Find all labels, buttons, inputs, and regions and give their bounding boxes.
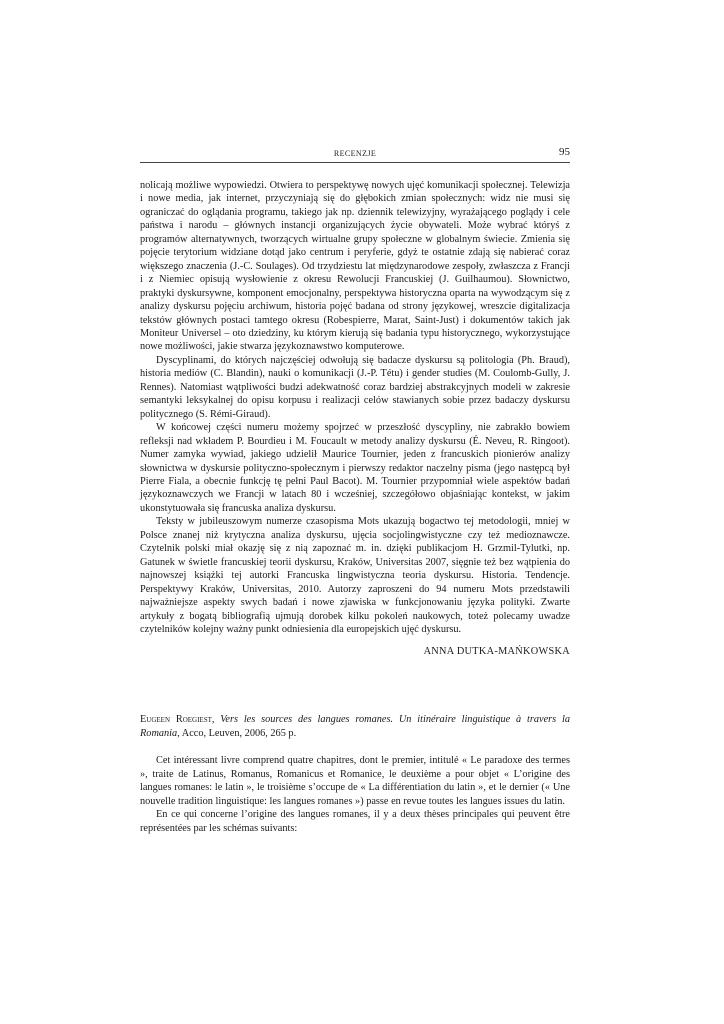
review-body-2 bbox=[140, 754, 570, 835]
review-body bbox=[140, 179, 570, 636]
page-number: 95 bbox=[559, 146, 570, 158]
paragraph: Teksty w jubileuszowym numerze czasopisma Mots ukazują bogactwo tej metodologii, mniej w Polsce znanej niż krytyczna analiza dyskursu, ujęcia socjolingwistyczne czy też medioznawcze. Czytelnik polski miał okazję się z nią zapoznać m. in. dzięki publikacjom H. Grzmil-Tylutki, np. Gatunek w świetle francuskiej teorii dyskursu, Kraków, Universitas 2007, sięgnie też bez wątpienia do najnowszej książki tej autorki Francuska lingwistyczna teoria dyskursu. Historia. Tendencje. Perspektywy Kraków, Universitas, 2010. Autorzy zaproszeni do 94 numeru Mots przedstawili najważniejsze aspekty swych badań i nowe zjawiska w funkcjonowaniu języka polityki. Zwarte artykuły z bogatą bibliografią ujmują dorobek kilku pokoleń naukowych, toteż polecamy uwadze czytelników kolejny ważny punkt odniesienia dla europejskich ujęć dyskursu. bbox=[140, 516, 570, 635]
paragraph: En ce qui concerne l’origine des langues romanes, il y a deux thèses principales qui peuvent être représentées par les schémas suivants: bbox=[140, 809, 570, 834]
paragraph: Cet intéressant livre comprend quatre chapitres, dont le premier, intitulé « Le paradoxe des termes », traite de Latinus, Romanus, Romanicus et Romanice, le deuxième a pour objet « L’origine des langues romanes: le latin », le troisième s’occupe de « La différentiation du latin », et le dernier (« Une nouvelle tradition linguistique: les langues romanes ») passe en revue toutes les langues issues du latin. bbox=[140, 755, 570, 807]
document-page bbox=[140, 146, 570, 835]
reviewer-signature: ANNA DUTKA-MAŃKOWSKA bbox=[423, 646, 570, 658]
book-publication: , Acco, Leuven, 2006, 265 p. bbox=[177, 727, 297, 739]
paragraph: Dyscyplinami, do których najczęściej odwołują się badacze dyskursu są politologia (Ph. Braud), historia mediów (C. Blandin), nauki o komunikacji (J.-P. Tétu) i gender studies (M. Coulomb-Gully, J. Rennes). Natomiast wątpliwości budzi adekwatność coraz bardziej abstrakcyjnych modeli w zakresie semantyki leksykalnej do opisu korpusu i realizacji celów stawianych sobie przez badaczy dyskursu politycznego (S. Rémi-Giraud). bbox=[140, 354, 570, 420]
book-author: Eugeen Roegiest bbox=[140, 714, 212, 726]
review-citation: Eugeen Roegiest, Vers les sources des langues romanes. Un itinéraire linguistique à travers la Romania, Acco, Leuven, 2006, 265 p. bbox=[140, 714, 570, 739]
book-title: Vers les sources des langues romanes. Un itinéraire linguistique à travers la Romania bbox=[140, 714, 570, 739]
running-header bbox=[140, 146, 570, 163]
paragraph: nolicają możliwe wypowiedzi. Otwiera to perspektywę nowych ujęć komunikacji społecznej. Telewizja i nowe media, jak internet, przyczyniają się do głębokich zmian społecznych: widz nie musi się ograniczać do oglądania programu, takiego jak np. dziennik telewizyjny, wyrażającego poglądy i cele państwa i narodu – głównych instancji organizujących życie obywateli. Może wybrać któryś z programów alternatywnych, tworzących wirtualne grupy społeczne w globalnym świecie. Zmienia się pojęcie terytorium widziane dotąd jako centrum i peryferie, gdyż te ostatnie zdają się nabierać coraz większego znaczenia (J.-C. Soulages). Od trzydziestu lat międzynarodowe zespoły, zwłaszcza z Francji i z Niemiec opisują wysłowienie z okresu Rewolucji Francuskiej (J. Guilhaumou). Słownictwo, praktyki dyskursywne, komponent emocjonalny, perspektywa historyczna oparta na wywodzącym się z analizy dyskursu pojęciu archiwum, historia pojęć badana od strony językowej, wreszcie digitalizacja tekstów głównych postaci tamtego okresu (Robespierre, Marat, Saint-Just) i dokumentów takich jak Moniteur Universel – oto dziedziny, ku którym kierują się badania typu historycznego, wykorzystujące nowe możliwości, jakie stwarza językoznawstwo komputerowe. bbox=[140, 180, 570, 353]
paragraph: W końcowej części numeru możemy spojrzeć w przeszłość dyscypliny, nie zabrakło bowiem refleksji nad wkładem P. Bourdieu i M. Foucault w metody analizy dyskursu (É. Neveu, R. Ringoot). Numer zamyka wywiad, jakiego udzielił Maurice Tournier, jeden z francuskich pionierów analizy słownictwa w dyskursie polityczno-społecznym i pierwszy redaktor naczelny pisma (jego następcą był Pierre Fiala, a obecnie funkcję tę pełni Paul Bacot). M. Tournier przypomniał wiele aspektów badań językoznawczych we Francji w latach 80 i wcześniej, szczegółowo objaśniając kontekst, w jakim ukonstytuowała się francuska analiza dyskursu. bbox=[140, 422, 570, 514]
running-title: RECENZJE bbox=[333, 149, 377, 158]
